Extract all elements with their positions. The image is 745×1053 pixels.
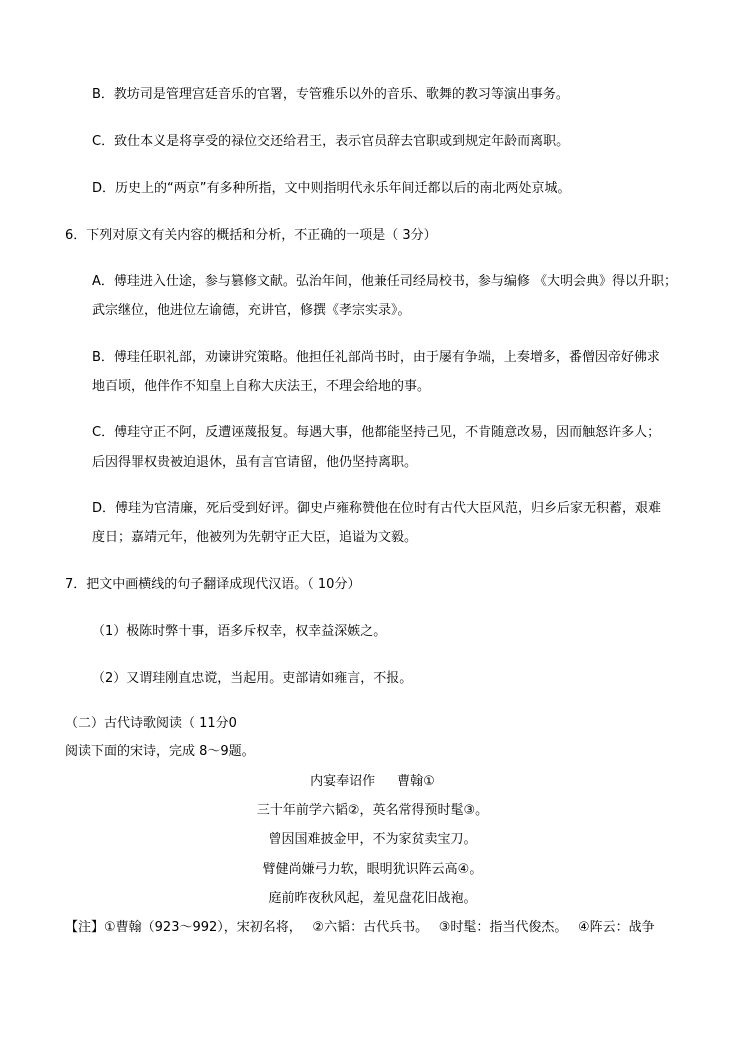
option-5d: D．历史上的“两京”有多种所指，文中则指明代永乐年间迁都以后的南北两处京城。 [92, 181, 571, 196]
poem-line-1: 三十年前学六韬②，英名常得预时髦③。 [256, 803, 489, 818]
section-heading: （二）古代诗歌阅读（ 11分0 [65, 716, 237, 731]
option-6d-line1: D．傅珪为官清廉，死后受到好评。御史卢雍称赞他在位时有古代大臣风范，归乡后家无积蓄，艰难 [92, 501, 662, 516]
section-instruction: 阅读下面的宋诗，完成 8～9题。 [65, 744, 255, 759]
option-6d-line2: 度日；嘉靖元年，他被列为先朝守正大臣，追谥为文毅。 [92, 530, 418, 545]
poem-line-2: 曾因国难披金甲，不为家贫卖宝刀。 [268, 832, 477, 847]
poem-author: 曹翰① [397, 774, 435, 789]
option-6c-line1: C．傅珪守正不阿，反遭诬蔑报复。每遇大事，他都能坚持己见，不肯随意改易，因而触怒许多人； [92, 425, 661, 440]
option-6c-line2: 后因得罪权贵被迫退休，虽有言官请留，他仍坚持离职。 [92, 455, 418, 470]
poem-line-3: 臂健尚嫌弓力软，眼明犹识阵云高④。 [262, 862, 483, 877]
option-5b: B．教坊司是管理宫廷音乐的官署，专管雅乐以外的音乐、歌舞的教习等演出事务。 [92, 87, 569, 102]
question-6-stem: 6．下列对原文有关内容的概括和分析，不正确的一项是（ 3分） [65, 228, 437, 243]
poem-line-4: 庭前昨夜秋风起，羞见盘花旧战袍。 [268, 891, 477, 906]
question-7-stem: 7．把文中画横线的句子翻译成现代汉语。（ 10分） [65, 577, 361, 592]
option-6b-line1: B．傅珪任职礼部，劝谏讲究策略。他担任礼部尚书时，由于屡有争端，上奏增多，番僧因帝好佛求 [92, 350, 660, 365]
option-5c: C．致仕本义是将享受的禄位交还给君王，表示官员辞去官职或到规定年龄而离职。 [92, 134, 570, 149]
question-7-item-2: （2）又谓珪刚直忠谠，当起用。吏部请如雍言，不报。 [92, 671, 413, 686]
option-6a-line2: 武宗继位，他进位左谕德，充讲官，修撰《孝宗实录》。 [92, 303, 411, 318]
poem-note: 【注】①曹翰（923～992），宋初名将， ②六韬：古代兵书。 ③时髦：指当代俊杰。 ④阵云：战争 [65, 920, 655, 935]
question-7-item-1: （1）极陈时弊十事，语多斥权幸，权幸益深嫉之。 [92, 624, 387, 639]
option-6b-line2: 地百顷，他伴作不知皇上自称大庆法王，不理会给地的事。 [92, 379, 431, 394]
poem-title: 内宴奉诏作 [310, 774, 376, 789]
poem-title-line [0, 773, 745, 791]
option-6a-line1: A．傅珪进入仕途，参与篡修文献。弘治年间，他兼任司经局校书，参与编修 《大明会典》得以升职； [92, 274, 678, 289]
